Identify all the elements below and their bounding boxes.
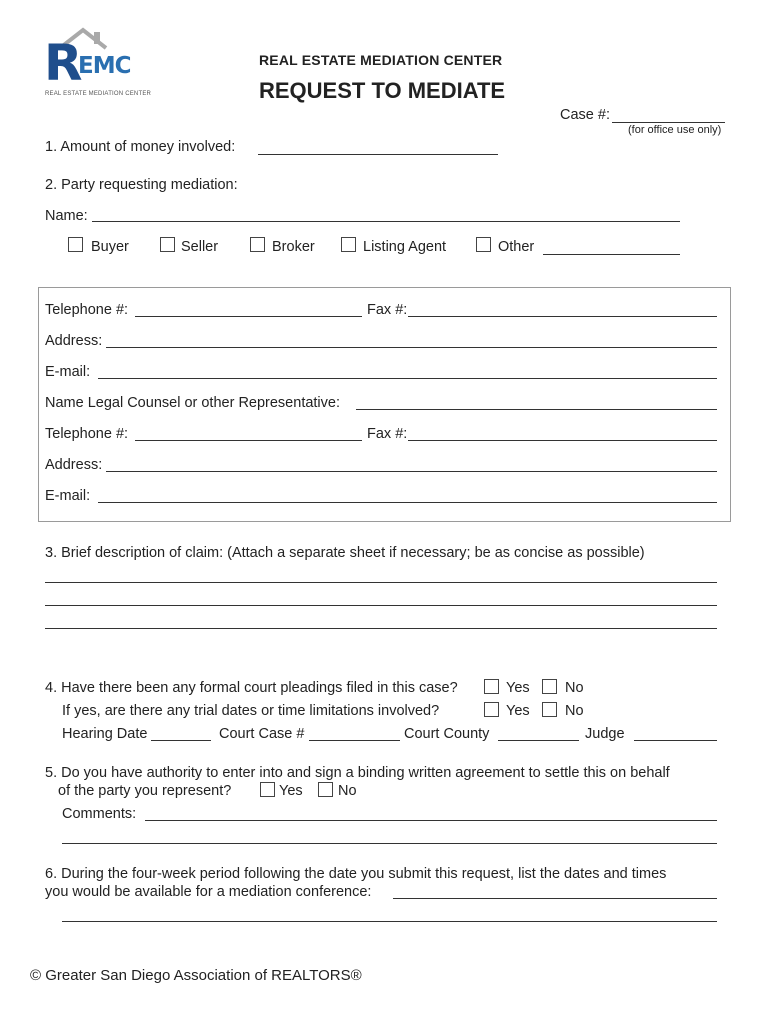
- q1-label: 1. Amount of money involved:: [45, 139, 236, 155]
- logo-subtitle: REAL ESTATE MEDIATION CENTER: [45, 91, 152, 97]
- comments-label: Comments:: [62, 806, 137, 822]
- logo-emc: EMC: [78, 53, 131, 79]
- other-checkbox[interactable]: [476, 237, 491, 252]
- counsel-email-field[interactable]: [98, 502, 717, 503]
- comments-field-2[interactable]: [62, 843, 717, 844]
- telephone-label: Telephone #:: [45, 302, 129, 318]
- amount-field[interactable]: [258, 154, 498, 155]
- q4b-yes-checkbox[interactable]: [484, 702, 499, 717]
- counsel-fax-field[interactable]: [408, 440, 717, 441]
- fax-label: Fax #:: [367, 302, 408, 318]
- hearing-date-label: Hearing Date: [62, 726, 148, 742]
- broker-checkbox[interactable]: [250, 237, 265, 252]
- case-label: Case #:: [560, 107, 610, 123]
- other-field[interactable]: [543, 254, 680, 255]
- fax-field[interactable]: [408, 316, 717, 317]
- counsel-label: Name Legal Counsel or other Representative:: [45, 395, 340, 411]
- claim-line-2[interactable]: [45, 605, 717, 606]
- q4-sub-label: If yes, are there any trial dates or time limitations involved?: [62, 703, 440, 719]
- counsel-telephone-label: Telephone #:: [45, 426, 129, 442]
- org-name: REAL ESTATE MEDIATION CENTER: [259, 52, 503, 68]
- q6-line1: 6. During the four-week period following the date you submit this request, list the dates and times: [45, 866, 667, 882]
- availability-field-1[interactable]: [393, 898, 717, 899]
- name-label: Name:: [45, 208, 88, 224]
- counsel-address-field[interactable]: [106, 471, 717, 472]
- court-county-field[interactable]: [498, 740, 579, 741]
- counsel-telephone-field[interactable]: [135, 440, 362, 441]
- q5-yes-checkbox[interactable]: [260, 782, 275, 797]
- form-title: REQUEST TO MEDIATE: [259, 78, 506, 103]
- counsel-email-label: E-mail:: [45, 488, 91, 504]
- buyer-checkbox[interactable]: [68, 237, 83, 252]
- q2-label: 2. Party requesting mediation:: [45, 177, 238, 193]
- listing-agent-checkbox[interactable]: [341, 237, 356, 252]
- q4b-yes-label: Yes: [506, 703, 530, 719]
- court-county-label: Court County: [404, 726, 490, 742]
- telephone-field[interactable]: [135, 316, 362, 317]
- name-field[interactable]: [92, 221, 680, 222]
- q5-line2: of the party you represent?: [58, 783, 232, 799]
- case-number-field[interactable]: [612, 122, 725, 123]
- judge-field[interactable]: [634, 740, 717, 741]
- other-label: Other: [498, 239, 535, 255]
- copyright: © Greater San Diego Association of REALTORS®: [30, 967, 362, 984]
- q4b-no-checkbox[interactable]: [542, 702, 557, 717]
- availability-field-2[interactable]: [62, 921, 717, 922]
- q4-yes-checkbox[interactable]: [484, 679, 499, 694]
- counsel-fax-label: Fax #:: [367, 426, 408, 442]
- email-label: E-mail:: [45, 364, 91, 380]
- q4-label: 4. Have there been any formal court pleadings filed in this case?: [45, 680, 458, 696]
- q4-yes-label: Yes: [506, 680, 530, 696]
- case-note: (for office use only): [628, 124, 722, 136]
- counsel-field[interactable]: [356, 409, 717, 410]
- hearing-date-field[interactable]: [151, 740, 211, 741]
- broker-label: Broker: [272, 239, 315, 255]
- address-label: Address:: [45, 333, 103, 349]
- seller-checkbox[interactable]: [160, 237, 175, 252]
- address-field[interactable]: [106, 347, 717, 348]
- buyer-label: Buyer: [91, 239, 129, 255]
- q6-line2: you would be available for a mediation conference:: [45, 884, 372, 900]
- counsel-address-label: Address:: [45, 457, 103, 473]
- q4-no-checkbox[interactable]: [542, 679, 557, 694]
- seller-label: Seller: [181, 239, 219, 255]
- court-case-label: Court Case #: [219, 726, 305, 742]
- claim-line-1[interactable]: [45, 582, 717, 583]
- q4b-no-label: No: [565, 703, 584, 719]
- email-field[interactable]: [98, 378, 717, 379]
- logo-letter-r: R: [44, 34, 83, 92]
- q5-no-label: No: [338, 783, 357, 799]
- q5-no-checkbox[interactable]: [318, 782, 333, 797]
- judge-label: Judge: [585, 726, 625, 742]
- claim-line-3[interactable]: [45, 628, 717, 629]
- comments-field-1[interactable]: [145, 820, 717, 821]
- q3-label: 3. Brief description of claim: (Attach a separate sheet if necessary; be as concise as possible): [45, 545, 645, 561]
- q5-line1: 5. Do you have authority to enter into and sign a binding written agreement to settle this on behalf: [45, 765, 670, 781]
- q5-yes-label: Yes: [279, 783, 303, 799]
- listing-agent-label: Listing Agent: [363, 239, 447, 255]
- q4-no-label: No: [565, 680, 584, 696]
- court-case-field[interactable]: [309, 740, 400, 741]
